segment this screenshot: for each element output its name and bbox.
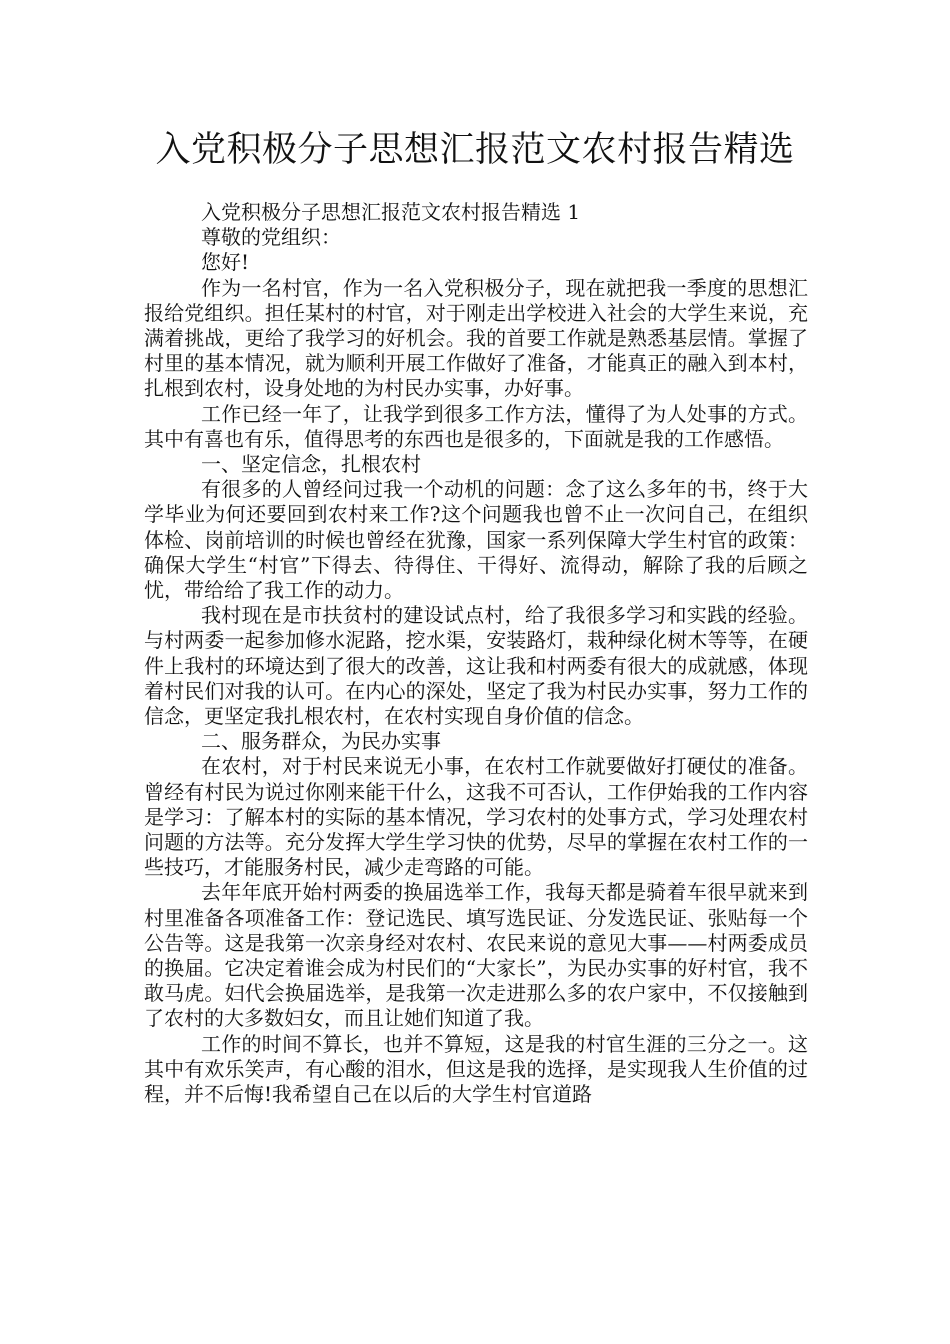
greeting: 您好! <box>201 250 250 275</box>
paragraph: 在农村，对于村民来说无小事，在农村工作就要做好打硬仗的准备。曾经有村民为说过你刚来能干什么，这我不可否认，工作伊始我的工作内容是学习：了解本村的实际的基本情况，学习农村的处事方式，学习处理农村问题的方法等。充分发挥大学生学习快的优势，尽早的掌握在农村工作的一些技巧，才能服务村民，减少走弯路的可能。 <box>144 754 808 880</box>
section-heading: 一、坚定信念，扎根农村 <box>201 451 421 476</box>
paragraph: 工作已经一年了，让我学到很多工作方法，懂得了为人处事的方式。其中有喜也有乐，值得思考的东西也是很多的，下面就是我的工作感悟。 <box>144 401 808 451</box>
section-heading: 二、服务群众，为民办实事 <box>201 729 441 754</box>
document-title: 入党积极分子思想汇报范文农村报告精选 <box>155 130 795 170</box>
paragraph: 有很多的人曾经问过我一个动机的问题：念了这么多年的书，终于大学毕业为何还要回到农村来工作?这个问题我也曾不止一次问自己，在组织体检、岗前培训的时候也曾经在犹豫，国家一系列保障大学生村官的政策：确保大学生“村官”下得去、待得住、干得好、流得动，解除了我的后顾之忧，带给给了我工作的动力。 <box>144 477 808 602</box>
paragraph: 我村现在是市扶贫村的建设试点村，给了我很多学习和实践的经验。与村两委一起参加修水泥路，挖水渠，安装路灯，栽种绿化树木等等，在硬件上我村的环境达到了很大的改善，这让我和村两委有很大的成就感，体现着村民们对我的认可。在内心的深处，坚定了我为村民办实事，努力工作的信念，更坚定我扎根农村，在农村实现自身价值的信念。 <box>144 603 808 728</box>
paragraph: 去年年底开始村两委的换届选举工作，我每天都是骑着车很早就来到村里准备各项准备工作：登记选民、填写选民证、分发选民证、张贴每一个公告等。这是我第一次亲身经对农村、农民来说的意见大事——村两委成员的换届。它决定着谁会成为村民们的“大家长”，为民办实事的好村官，我不敢马虎。妇代会换届选举，是我第一次走进那么多的农户家中，不仅接触到了农村的大多数妇女，而且让她们知道了我。 <box>144 880 808 1031</box>
paragraph: 作为一名村官，作为一名入党积极分子，现在就把我一季度的思想汇报给党组织。担任某村的村官，对于刚走出学校进入社会的大学生来说，充满着挑战，更给了我学习的好机会。我的首要工作就是熟悉基层情。掌握了村里的基本情况，就为顺利开展工作做好了准备，才能真正的融入到本村，扎根到农村，设身处地的为村民办实事，办好事。 <box>144 275 808 401</box>
salutation: 尊敬的党组织： <box>201 225 341 250</box>
paragraph: 工作的时间不算长，也并不算短，这是我的村官生涯的三分之一。这其中有欢乐笑声，有心酸的泪水，但这是我的选择，是实现我人生价值的过程，并不后悔!我希望自己在以后的大学生村官道路 <box>144 1031 808 1107</box>
document-subtitle: 入党积极分子思想汇报范文农村报告精选 1 <box>201 200 581 224</box>
document-body <box>144 200 808 1107</box>
